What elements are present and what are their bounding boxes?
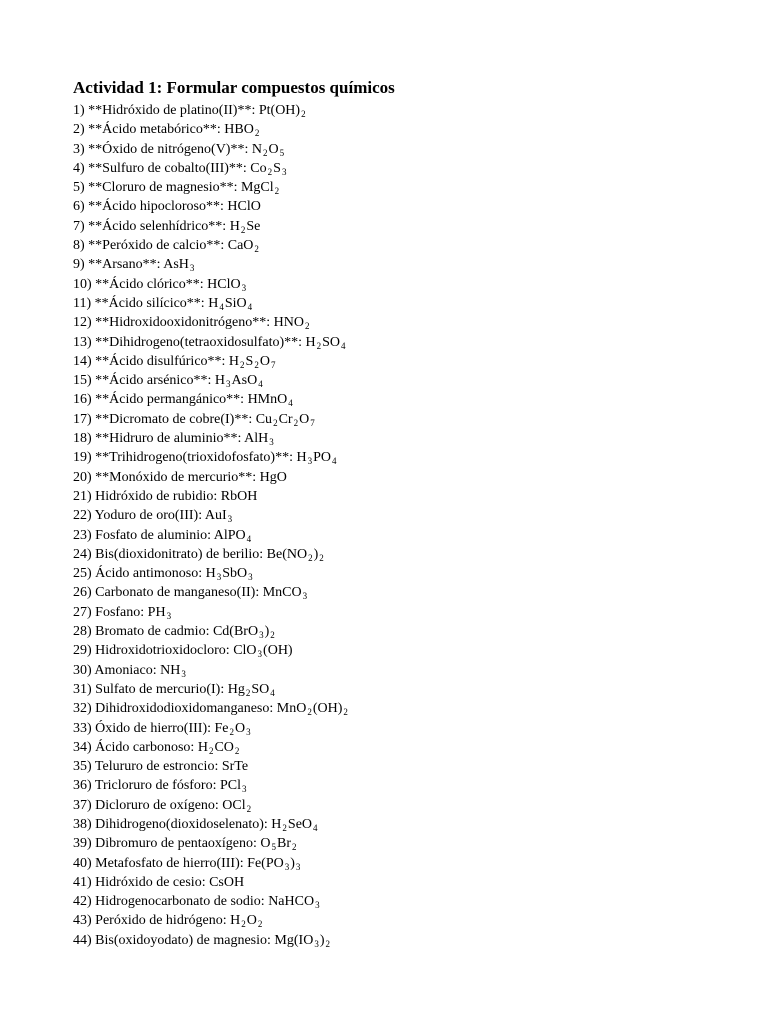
compound-name: 25) Ácido antimonoso: [73, 566, 206, 582]
formula-symbol: O [260, 836, 271, 852]
compound-name: 23) Fosfato de aluminio: [73, 527, 214, 543]
formula-subscript: 2 [254, 359, 259, 370]
compound-name: 10) **Ácido clórico**: [73, 276, 208, 292]
formula-subscript: 3 [246, 726, 251, 737]
formula-symbol: SbO [222, 566, 248, 582]
formula-symbol: OCl [222, 797, 246, 813]
chemical-formula [233, 643, 292, 658]
formula-subscript: 3 [295, 861, 301, 872]
compound-name: 1) **Hidróxido de platino(II)**: [73, 103, 259, 118]
compound-name: 41) Hidróxido de cesio: [73, 874, 210, 890]
formula-symbol: HgO [259, 469, 287, 485]
chemical-formula [163, 257, 195, 272]
compound-name: 29) Hidroxidotrioxidocloro: [73, 643, 234, 659]
compound-name: 3) **Óxido de nitrógeno(V)**: [73, 141, 252, 157]
list-item [73, 333, 733, 352]
formula-subscript: 4 [247, 301, 253, 312]
formula-subscript: 2 [325, 938, 330, 949]
chemical-formula [224, 122, 260, 137]
formula-symbol: CO [214, 739, 234, 755]
formula-subscript: 3 [302, 591, 308, 602]
formula-symbol: SO [322, 334, 341, 350]
formula-symbol: Be(NO [266, 546, 308, 562]
compound-name: 40) Metafosfato de hierro(III): [73, 855, 248, 871]
formula-symbol: AuI [204, 508, 227, 524]
formula-subscript: 3 [248, 572, 253, 583]
formula-subscript: 2 [234, 745, 240, 756]
compound-name: 38) Dihidrogeno(dioxidoselenato): [73, 816, 272, 832]
chemical-formula [220, 778, 248, 793]
chemical-formula [222, 798, 252, 813]
formula-subscript: 2 [343, 707, 348, 718]
chemical-formula [267, 547, 325, 562]
formula-subscript: 2 [254, 128, 260, 139]
list-item [73, 526, 733, 545]
formula-subscript: 3 [166, 610, 172, 621]
list-item [73, 120, 733, 139]
list-item [73, 931, 733, 950]
chemical-formula [215, 373, 264, 388]
formula-symbol: NH [160, 662, 181, 678]
chemical-formula [244, 431, 275, 446]
formula-symbol: CaO [227, 238, 254, 254]
compound-name: 16) **Ácido permangánico**: [73, 392, 248, 408]
compound-name: 36) Tricloruro de fósforo: [73, 778, 220, 794]
list-item [73, 275, 733, 294]
compound-name: 42) Hidrogenocarbonato de sodio: [73, 894, 269, 910]
list-item [73, 197, 733, 216]
compound-name: 37) Dicloruro de oxígeno: [73, 797, 223, 813]
chemical-formula [271, 817, 318, 832]
chemical-formula [206, 566, 254, 581]
chemical-formula [241, 180, 280, 195]
chemical-formula [215, 721, 252, 736]
list-item [73, 140, 733, 159]
compound-name: 14) **Ácido disulfúrico**: [73, 353, 229, 369]
list-item [73, 487, 733, 506]
formula-subscript: 4 [270, 687, 275, 698]
chemical-formula [247, 856, 301, 871]
formula-symbol: ClO [233, 643, 257, 659]
formula-subscript: 3 [257, 649, 263, 660]
formula-symbol: Fe [214, 720, 229, 736]
formula-subscript: 3 [315, 900, 320, 911]
compound-name: 44) Bis(oxidoyodato) de magnesio: [73, 932, 275, 948]
formula-symbol: ) [290, 855, 295, 871]
chemical-formula [230, 219, 261, 234]
formula-subscript: 2 [270, 630, 275, 641]
chemical-formula [250, 161, 287, 176]
chemical-formula [268, 894, 320, 909]
formula-symbol: Pt(OH) [258, 103, 301, 118]
list-item [73, 159, 733, 178]
formula-subscript: 2 [246, 803, 252, 814]
compound-name: 4) **Sulfuro de cobalto(III)**: [73, 160, 251, 176]
formula-symbol: MnCO [262, 585, 302, 601]
list-item [73, 757, 733, 776]
list-item [73, 390, 733, 409]
formula-subscript: 2 [267, 166, 273, 177]
compound-name: 2) **Ácido metabórico**: [73, 122, 225, 138]
compound-list [73, 101, 733, 950]
formula-symbol: SO [251, 681, 270, 697]
formula-subscript: 2 [305, 321, 310, 332]
chemical-formula [229, 354, 277, 369]
list-item [73, 255, 733, 274]
list-item [73, 719, 733, 738]
formula-symbol: AsO [231, 373, 258, 389]
formula-subscript: 4 [341, 340, 346, 351]
list-item [73, 603, 733, 622]
formula-symbol: NaHCO [268, 894, 315, 910]
formula-symbol: H [230, 913, 241, 929]
chemical-formula [228, 682, 276, 697]
formula-symbol: ) [319, 932, 325, 948]
formula-symbol: CsOH [209, 874, 245, 890]
compound-name: 17) **Dicromato de cobre(I)**: [73, 411, 256, 427]
formula-subscript: 4 [219, 301, 224, 312]
formula-symbol: PCl [220, 778, 242, 794]
chemical-formula [148, 605, 172, 620]
formula-symbol: H [296, 450, 307, 466]
list-item [73, 313, 733, 332]
list-item [73, 738, 733, 757]
list-item [73, 776, 733, 795]
formula-subscript: 3 [216, 572, 222, 583]
compound-name: 18) **Hidruro de aluminio**: [73, 431, 245, 447]
formula-symbol: S [273, 160, 281, 176]
chemical-formula [228, 238, 260, 253]
formula-subscript: 2 [208, 745, 214, 756]
formula-symbol: Co [250, 160, 267, 176]
formula-subscript: 3 [242, 784, 247, 795]
formula-subscript: 2 [241, 919, 246, 930]
formula-subscript: 2 [307, 707, 312, 718]
compound-name: 9) **Arsano**: [73, 257, 164, 273]
formula-symbol: H [208, 295, 219, 311]
list-item [73, 699, 733, 718]
formula-subscript: 7 [310, 417, 315, 428]
formula-subscript: 2 [282, 822, 287, 833]
compound-name: 34) Ácido carbonoso: [73, 739, 198, 755]
chemical-formula [160, 663, 187, 678]
formula-subscript: 2 [274, 186, 280, 197]
formula-symbol: HBO [224, 122, 254, 138]
formula-symbol: O [235, 720, 246, 736]
formula-symbol: MnO [276, 701, 307, 717]
list-item [73, 911, 733, 930]
formula-subscript: 3 [241, 282, 247, 293]
list-item [73, 873, 733, 892]
formula-symbol: O [259, 353, 270, 369]
chemical-formula [214, 528, 252, 543]
list-item [73, 545, 733, 564]
formula-subscript: 2 [229, 726, 235, 737]
formula-subscript: 2 [273, 417, 278, 428]
formula-symbol: Cd(BrO [212, 624, 259, 640]
list-item [73, 680, 733, 699]
chemical-formula [221, 489, 258, 504]
formula-symbol: PO [313, 450, 331, 466]
chemical-formula [209, 875, 244, 890]
formula-symbol: HClO [227, 199, 261, 215]
formula-symbol: (OH) [312, 701, 343, 717]
chemical-formula [222, 759, 248, 774]
chemical-formula [256, 412, 316, 427]
formula-symbol: ) [264, 624, 270, 640]
compound-name: 15) **Ácido arsénico**: [73, 373, 215, 389]
formula-subscript: 2 [293, 417, 299, 428]
compound-name: 12) **Hidroxidooxidonitrógeno**: [73, 315, 274, 331]
list-item [73, 506, 733, 525]
compound-name: 35) Telururo de estroncio: [73, 759, 222, 775]
formula-symbol: H [205, 566, 216, 582]
chemical-formula [248, 392, 294, 407]
formula-subscript: 4 [258, 379, 263, 390]
chemical-formula [263, 585, 308, 600]
list-item [73, 352, 733, 371]
chemical-formula [306, 335, 347, 350]
formula-symbol: HNO [273, 315, 304, 331]
compound-name: 31) Sulfato de mercurio(I): [73, 681, 228, 697]
compound-name: 43) Peróxido de hidrógeno: [73, 913, 231, 929]
formula-symbol: Cr [278, 411, 293, 427]
formula-symbol: H [214, 373, 226, 389]
compound-name: 19) **Trihidrogeno(trioxidofosfato)**: [73, 450, 297, 466]
chemical-formula [208, 296, 253, 311]
list-item [73, 294, 733, 313]
compound-name: 5) **Cloruro de magnesio**: [73, 180, 241, 196]
formula-symbol: HMnO [247, 392, 288, 408]
formula-symbol: Mg(IO [274, 932, 314, 948]
formula-symbol: AlH [244, 431, 269, 447]
formula-subscript: 3 [226, 379, 231, 390]
list-item [73, 217, 733, 236]
chemical-formula [230, 913, 263, 928]
compound-name: 7) **Ácido selenhídrico**: [73, 218, 230, 234]
compound-name: 32) Dihidroxidodioxidomanganeso: [73, 701, 277, 717]
chemical-formula [227, 199, 260, 214]
chemical-formula [198, 740, 241, 755]
formula-symbol: SeO [287, 816, 313, 832]
list-item [73, 661, 733, 680]
formula-subscript: 2 [301, 109, 306, 119]
list-item [73, 429, 733, 448]
formula-subscript: 2 [262, 147, 268, 158]
formula-subscript: 2 [240, 359, 245, 370]
formula-symbol: Se [246, 218, 261, 234]
list-item [73, 854, 733, 873]
compound-name: 21) Hidróxido de rubidio: [73, 488, 221, 504]
formula-subscript: 2 [254, 244, 259, 255]
chemical-formula [213, 624, 276, 639]
compound-name: 33) Óxido de hierro(III): [73, 720, 215, 736]
formula-subscript: 3 [189, 263, 195, 274]
formula-symbol: HClO [207, 276, 241, 292]
compound-name: 24) Bis(dioxidonitrato) de berilio: [73, 546, 267, 562]
page-title: Actividad 1: Formular compuestos químicos [73, 78, 395, 97]
formula-symbol: H [228, 353, 240, 369]
chemical-formula [277, 701, 349, 716]
formula-symbol: AlPO [213, 527, 246, 543]
compound-name: 11) **Ácido silícico**: [73, 295, 209, 311]
list-item [73, 371, 733, 390]
formula-subscript: 3 [259, 630, 264, 641]
compound-name: 8) **Peróxido de calcio**: [73, 238, 228, 254]
list-item [73, 641, 733, 660]
chemical-formula [296, 450, 337, 465]
formula-subscript: 3 [227, 514, 233, 525]
formula-symbol: S [245, 353, 254, 369]
compound-name: 6) **Ácido hipocloroso**: [73, 199, 228, 215]
list-item [73, 834, 733, 853]
formula-symbol: H [271, 816, 282, 832]
formula-symbol: H [197, 739, 208, 755]
formula-symbol: RbOH [220, 488, 258, 504]
formula-symbol: O [268, 141, 279, 157]
compound-name: 30) Amoniaco: [73, 662, 161, 678]
document-page [73, 77, 733, 950]
formula-subscript: 3 [181, 668, 186, 679]
formula-symbol: N [251, 141, 262, 157]
chemical-formula [252, 142, 285, 157]
compound-name: 27) Fosfano: [73, 604, 148, 620]
formula-subscript: 2 [257, 919, 263, 930]
formula-symbol: MgCl [240, 180, 274, 196]
list-item [73, 448, 733, 467]
formula-subscript: 7 [270, 359, 276, 370]
formula-subscript: 5 [279, 147, 285, 158]
formula-subscript: 2 [245, 687, 251, 698]
formula-symbol: H [229, 218, 240, 234]
list-item [73, 622, 733, 641]
formula-subscript: 2 [319, 552, 324, 563]
formula-subscript: 3 [314, 938, 319, 949]
formula-subscript: 2 [240, 224, 246, 235]
formula-subscript: 4 [288, 398, 293, 409]
formula-subscript: 3 [284, 861, 290, 872]
list-item [73, 236, 733, 255]
chemical-formula [259, 103, 307, 118]
formula-subscript: 4 [246, 533, 252, 544]
list-item [73, 178, 733, 197]
list-item [73, 815, 733, 834]
formula-symbol: Cu [255, 411, 273, 427]
formula-subscript: 5 [271, 842, 277, 853]
compound-name: 20) **Monóxido de mercurio**: [73, 469, 260, 485]
formula-symbol: O [299, 411, 310, 427]
formula-subscript: 3 [269, 437, 274, 448]
compound-name: 28) Bromato de cadmio: [73, 624, 213, 640]
formula-subscript: 3 [281, 166, 287, 177]
chemical-formula [207, 277, 247, 292]
formula-symbol: SiO [224, 295, 247, 311]
chemical-formula [260, 470, 287, 485]
formula-symbol: (OH) [263, 643, 293, 659]
list-item [73, 410, 733, 429]
formula-subscript: 4 [313, 822, 318, 833]
compound-name: 22) Yoduro de oro(III): [73, 508, 205, 524]
formula-symbol: Fe(PO [247, 855, 284, 871]
formula-subscript: 2 [292, 842, 297, 853]
chemical-formula [260, 836, 297, 851]
chemical-formula [274, 315, 311, 330]
chemical-formula [205, 508, 233, 523]
formula-symbol: O [246, 913, 257, 929]
formula-symbol: SrTe [221, 759, 249, 775]
list-item [73, 101, 733, 120]
formula-symbol: AsH [163, 257, 189, 273]
formula-symbol: ) [313, 546, 319, 562]
list-item [73, 468, 733, 487]
formula-subscript: 2 [316, 340, 322, 351]
compound-name: 13) **Dihidrogeno(tetraoxidosulfato)**: [73, 334, 306, 350]
formula-symbol: Hg [227, 681, 245, 697]
formula-symbol: Br [277, 836, 292, 852]
list-item [73, 796, 733, 815]
compound-name: 26) Carbonato de manganeso(II): [73, 585, 263, 601]
list-item [73, 892, 733, 911]
compound-name: 39) Dibromuro de pentaoxígeno: [73, 836, 261, 852]
formula-subscript: 4 [332, 456, 337, 467]
formula-symbol: PH [147, 604, 166, 620]
list-item [73, 583, 733, 602]
chemical-formula [274, 933, 331, 948]
formula-subscript: 2 [308, 552, 313, 563]
formula-symbol: H [305, 334, 316, 350]
formula-subscript: 3 [307, 456, 313, 467]
list-item [73, 564, 733, 583]
